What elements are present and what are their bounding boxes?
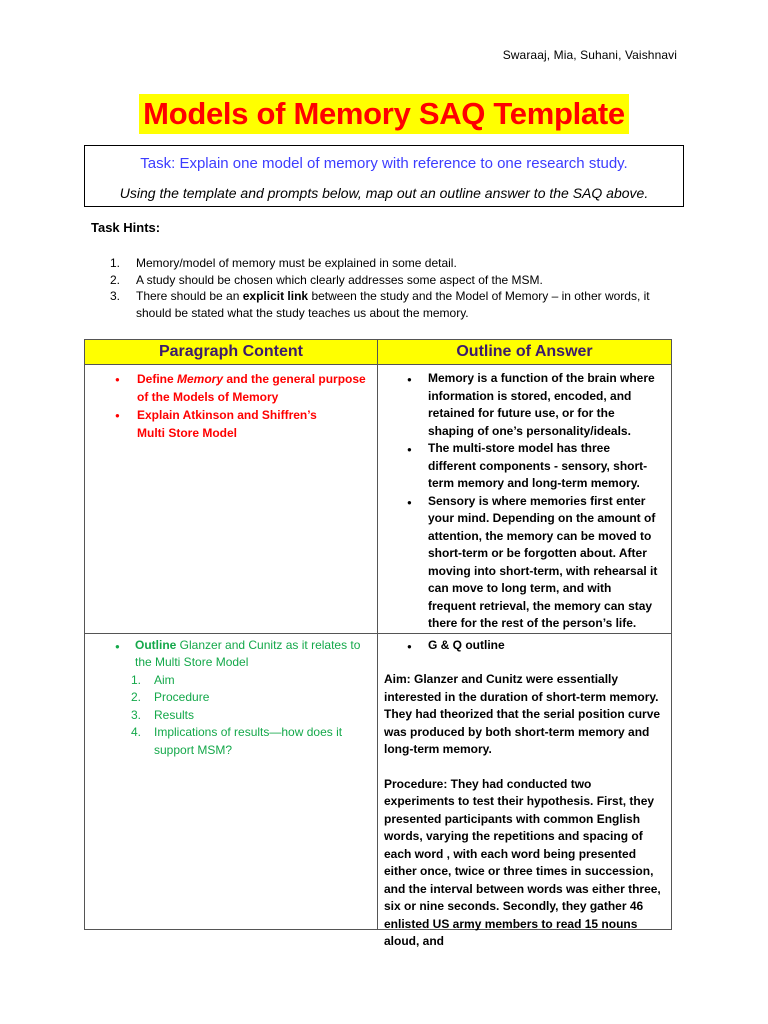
title-highlight: Models of Memory SAQ Template (139, 94, 629, 134)
hint-number: 3. (110, 289, 121, 303)
header-paragraph-content: Paragraph Content (85, 340, 378, 365)
list-item (378, 370, 671, 440)
list-item (85, 406, 377, 442)
hint-text: Memory/model of memory must be explained in some detail. (136, 256, 457, 270)
outline-answer-cell (378, 365, 672, 634)
procedure-paragraph: Procedure: They had conducted two experiments to test their hypothesis. First, they presented participants with common English words, varying the repetitions and spacing of each word , with each word being presented either once, twice or three times in succession, and the interval between words was either three, six or nine seconds. Secondly, they gather 46 enlisted US army members to read 15 nouns aloud, and (384, 776, 661, 948)
answer-bullets (378, 370, 671, 633)
step-text: Results (154, 707, 195, 722)
step-text: Procedure (154, 690, 210, 704)
hint-number: 1. (110, 256, 121, 270)
content-bullets (85, 370, 377, 442)
content-bullets (85, 637, 377, 672)
outline-answer-cell (378, 633, 672, 948)
gq-outline: G & Q outline (428, 637, 505, 652)
aim-paragraph: Aim: Glanzer and Cunitz were essentially interested in the duration of short-term memory. They had theorized that the serial position curve was produced by both short-term memory and long-term memory. (384, 672, 661, 756)
outline-bold: Outline (135, 637, 177, 652)
spacer (378, 654, 671, 671)
document-title (0, 94, 768, 134)
outline-rest: Glanzer and Cunitz as it relates to the Multi Store Model (135, 637, 361, 669)
step-number: 1. (131, 672, 142, 687)
task-hints-list (110, 255, 670, 321)
paragraph-content-cell (85, 365, 378, 634)
list-item (131, 724, 377, 759)
hint-number: 2. (110, 272, 121, 287)
outline-table (84, 339, 672, 948)
hint-text-pre: There should be an (136, 289, 243, 303)
list-item (131, 707, 377, 725)
define-rest: and the general purpose of the Models of Memory (137, 372, 366, 404)
hint-text-bold: explicit link (242, 289, 309, 303)
list-item (85, 370, 377, 406)
table-row (85, 365, 672, 634)
task-statement: Task: Explain one model of memory with reference to one research study. (140, 155, 628, 172)
memory-emphasis: Memory (177, 372, 224, 386)
paragraph-content-cell (85, 633, 378, 929)
step-number: 4. (131, 725, 142, 739)
hint-text-post: between the study and the Model of Memory – in other words, it should be stated what the study teaches us about the memory. (136, 289, 650, 320)
list-item (131, 689, 377, 707)
hint-text: A study should be chosen which clearly addresses some aspect of the MSM. (136, 272, 543, 287)
explain-msm: Explain Atkinson and Shiffren’s Multi Store Model (137, 408, 317, 440)
answer-text: Memory is a function of the brain where information is stored, encoded, and retained for future use, or for the shaping of one’s personality/ideals. (428, 371, 655, 438)
header-outline-of-answer: Outline of Answer (378, 340, 672, 365)
task-hints-heading: Task Hints: (91, 220, 161, 235)
step-number: 2. (131, 690, 142, 704)
table-row (85, 633, 672, 929)
answer-clip (378, 634, 671, 948)
sub-steps-list (85, 672, 377, 760)
list-item (378, 637, 671, 655)
list-item (131, 672, 377, 690)
spacer (378, 759, 671, 776)
hint-item (110, 255, 670, 272)
task-instructions: Using the template and prompts below, map out an outline answer to the SAQ above. (119, 185, 649, 201)
list-item (85, 637, 377, 672)
task-box (84, 145, 684, 207)
list-item (378, 493, 671, 633)
answer-bullets (378, 637, 671, 655)
list-item (378, 440, 671, 493)
answer-text: The multi-store model has three different components - sensory, short-term memory and long-term memory. (428, 441, 648, 490)
author-names: Swaraaj, Mia, Suhani, Vaishnavi (502, 48, 677, 62)
step-number: 3. (131, 707, 142, 722)
define-label: Define (137, 372, 178, 386)
answer-text: Sensory is where memories first enter your mind. Depending on the amount of attention, the memory can be moved to short-term or be forgotten about. After moving into short-term, with rehearsal it can move to long term, and with frequent retrieval, the memory can stay there for the rest of the person’s life. (428, 493, 658, 630)
hint-item (110, 272, 670, 289)
step-text: Aim (154, 672, 175, 687)
step-text: Implications of results—how does it support MSM? (154, 725, 343, 757)
hint-item (110, 288, 670, 321)
